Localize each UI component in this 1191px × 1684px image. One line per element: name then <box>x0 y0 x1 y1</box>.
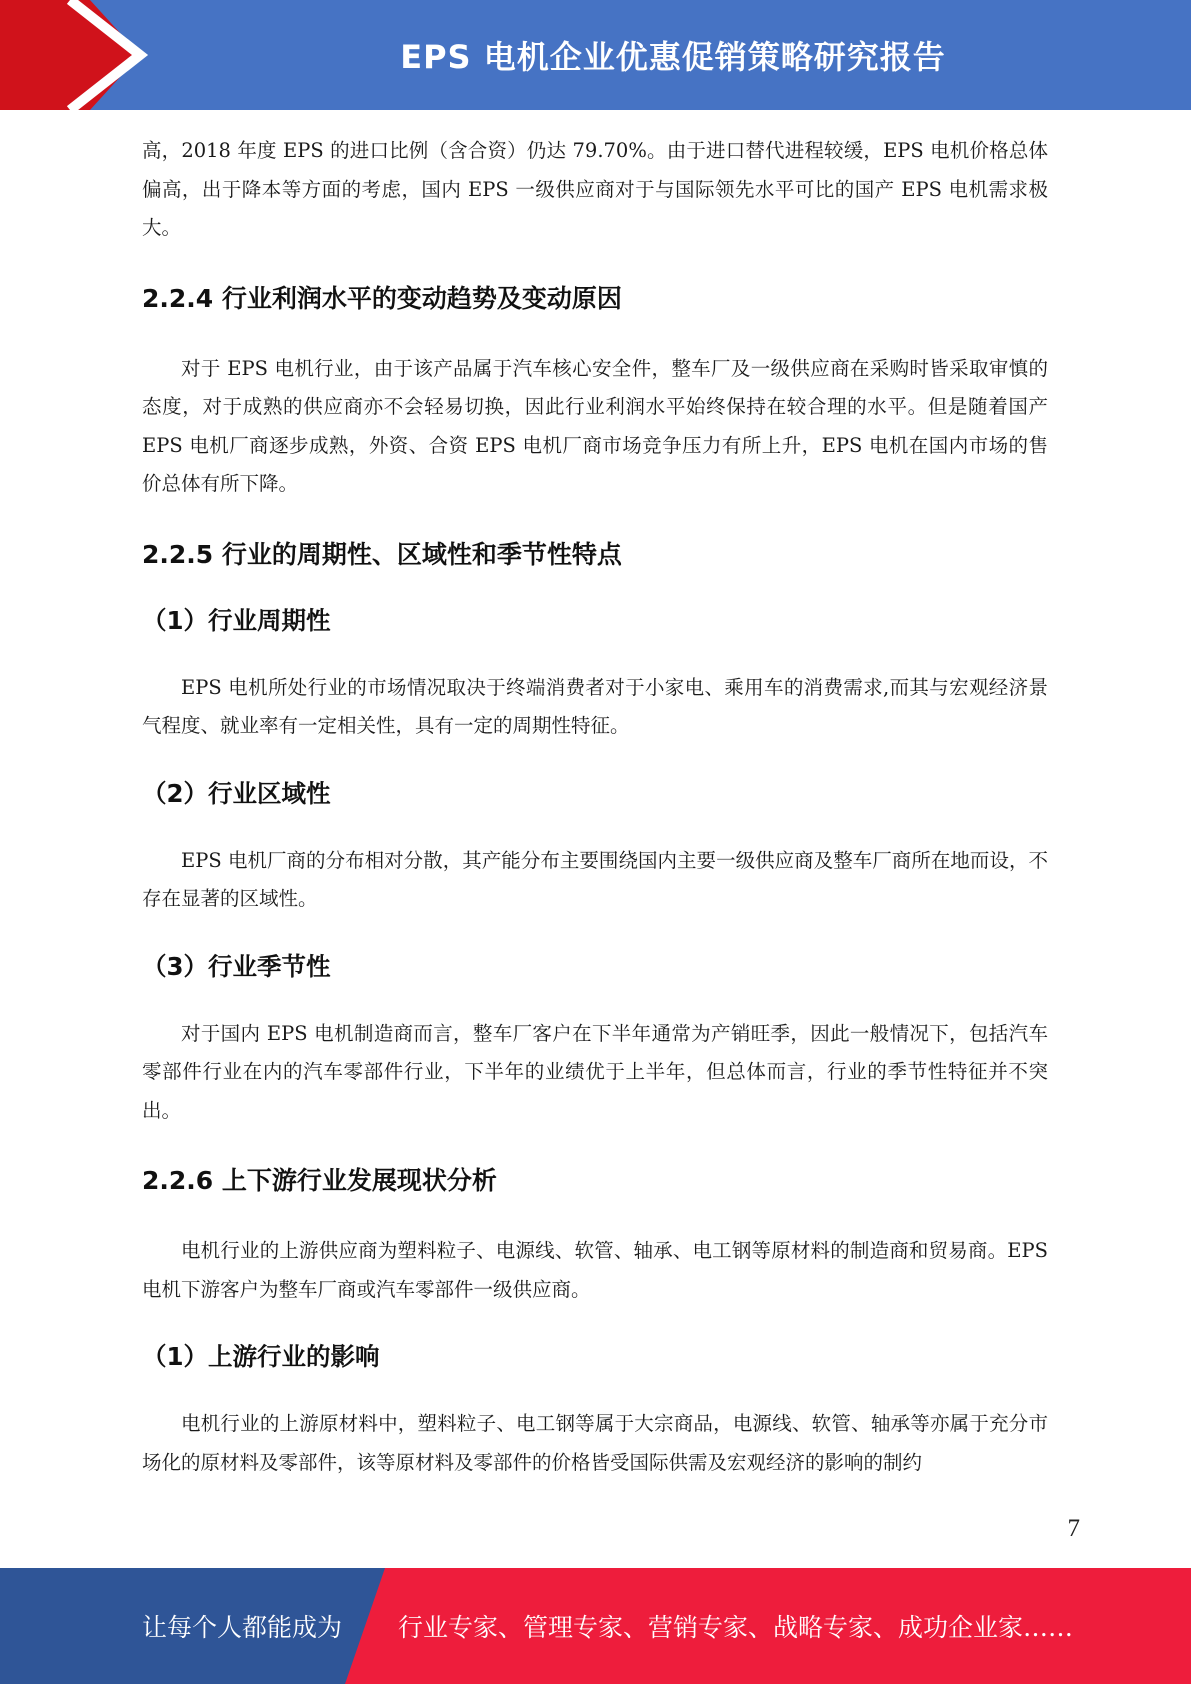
seasonality-paragraph: 对于国内 EPS 电机制造商而言，整车厂客户在下半年通常为产销旺季，因此一般情况下，包括汽车零部件行业在内的汽车零部件行业，下半年的业绩优于上半年，但总体而言，行业的季节性特征并不突出。 <box>142 1021 1048 1122</box>
section-heading-2-2-4: 2.2.4 行业利润水平的变动趋势及变动原因 <box>142 283 622 313</box>
section-heading-2-2-5: 2.2.5 行业的周期性、区域性和季节性特点 <box>142 539 622 569</box>
header-band <box>0 0 1191 110</box>
footer-band <box>0 1568 1191 1684</box>
page-number: 7 <box>1067 1515 1080 1542</box>
intro-paragraph: 高，2018 年度 EPS 的进口比例（含合资）仍达 79.70%。由于进口替代进程较缓，EPS 电机价格总体偏高，出于降本等方面的考虑，国内 EPS 一级供应商对于与国际领先水平可比的国产 EPS 电机需求极大。 <box>142 139 1048 239</box>
footer-slogan-left: 让每个人都能成为 <box>142 1613 343 1642</box>
upstream-impact-paragraph: 电机行业的上游原材料中，塑料粒子、电工钢等属于大宗商品，电源线、软管、轴承等亦属于充分市场化的原材料及零部件，该等原材料及零部件的价格皆受国际供需及宏观经济的影响的制约 <box>142 1412 1048 1474</box>
subheading-regionality: （2）行业区域性 <box>142 778 331 808</box>
page-content <box>142 132 1048 1482</box>
header-chevron-decoration <box>0 0 160 110</box>
section-heading-2-2-6: 2.2.6 上下游行业发展现状分析 <box>142 1166 497 1195</box>
cyclicality-paragraph: EPS 电机所处行业的市场情况取决于终端消费者对于小家电、乘用车的消费需求,而其与宏观经济景气程度、就业率有一定相关性，具有一定的周期性特征。 <box>142 675 1048 737</box>
subheading-upstream-impact: （1）上游行业的影响 <box>142 1342 380 1371</box>
subheading-seasonality: （3）行业季节性 <box>142 951 331 981</box>
footer-slogan-right: 行业专家、管理专家、营销专家、战略专家、成功企业家…… <box>398 1613 1074 1642</box>
section-2-2-6-paragraph: 电机行业的上游供应商为塑料粒子、电源线、软管、轴承、电工钢等原材料的制造商和贸易商。EPS 电机下游客户为整车厂商或汽车零部件一级供应商。 <box>142 1239 1048 1301</box>
section-2-2-4-paragraph: 对于 EPS 电机行业，由于该产品属于汽车核心安全件，整车厂及一级供应商在采购时皆采取审慎的态度，对于成熟的供应商亦不会轻易切换，因此行业利润水平始终保持在较合理的水平。但是随着国产 EPS 电机厂商逐步成熟，外资、合资 EPS 电机厂商市场竞争压力有所上升，EPS 电机在国内市场的售价总体有所下降。 <box>142 356 1048 495</box>
report-title: EPS 电机企业优惠促销策略研究报告 <box>400 38 946 76</box>
subheading-cyclicality: （1）行业周期性 <box>142 605 331 635</box>
regionality-paragraph: EPS 电机厂商的分布相对分散，其产能分布主要围绕国内主要一级供应商及整车厂商所在地而设，不存在显著的区域性。 <box>142 848 1048 910</box>
